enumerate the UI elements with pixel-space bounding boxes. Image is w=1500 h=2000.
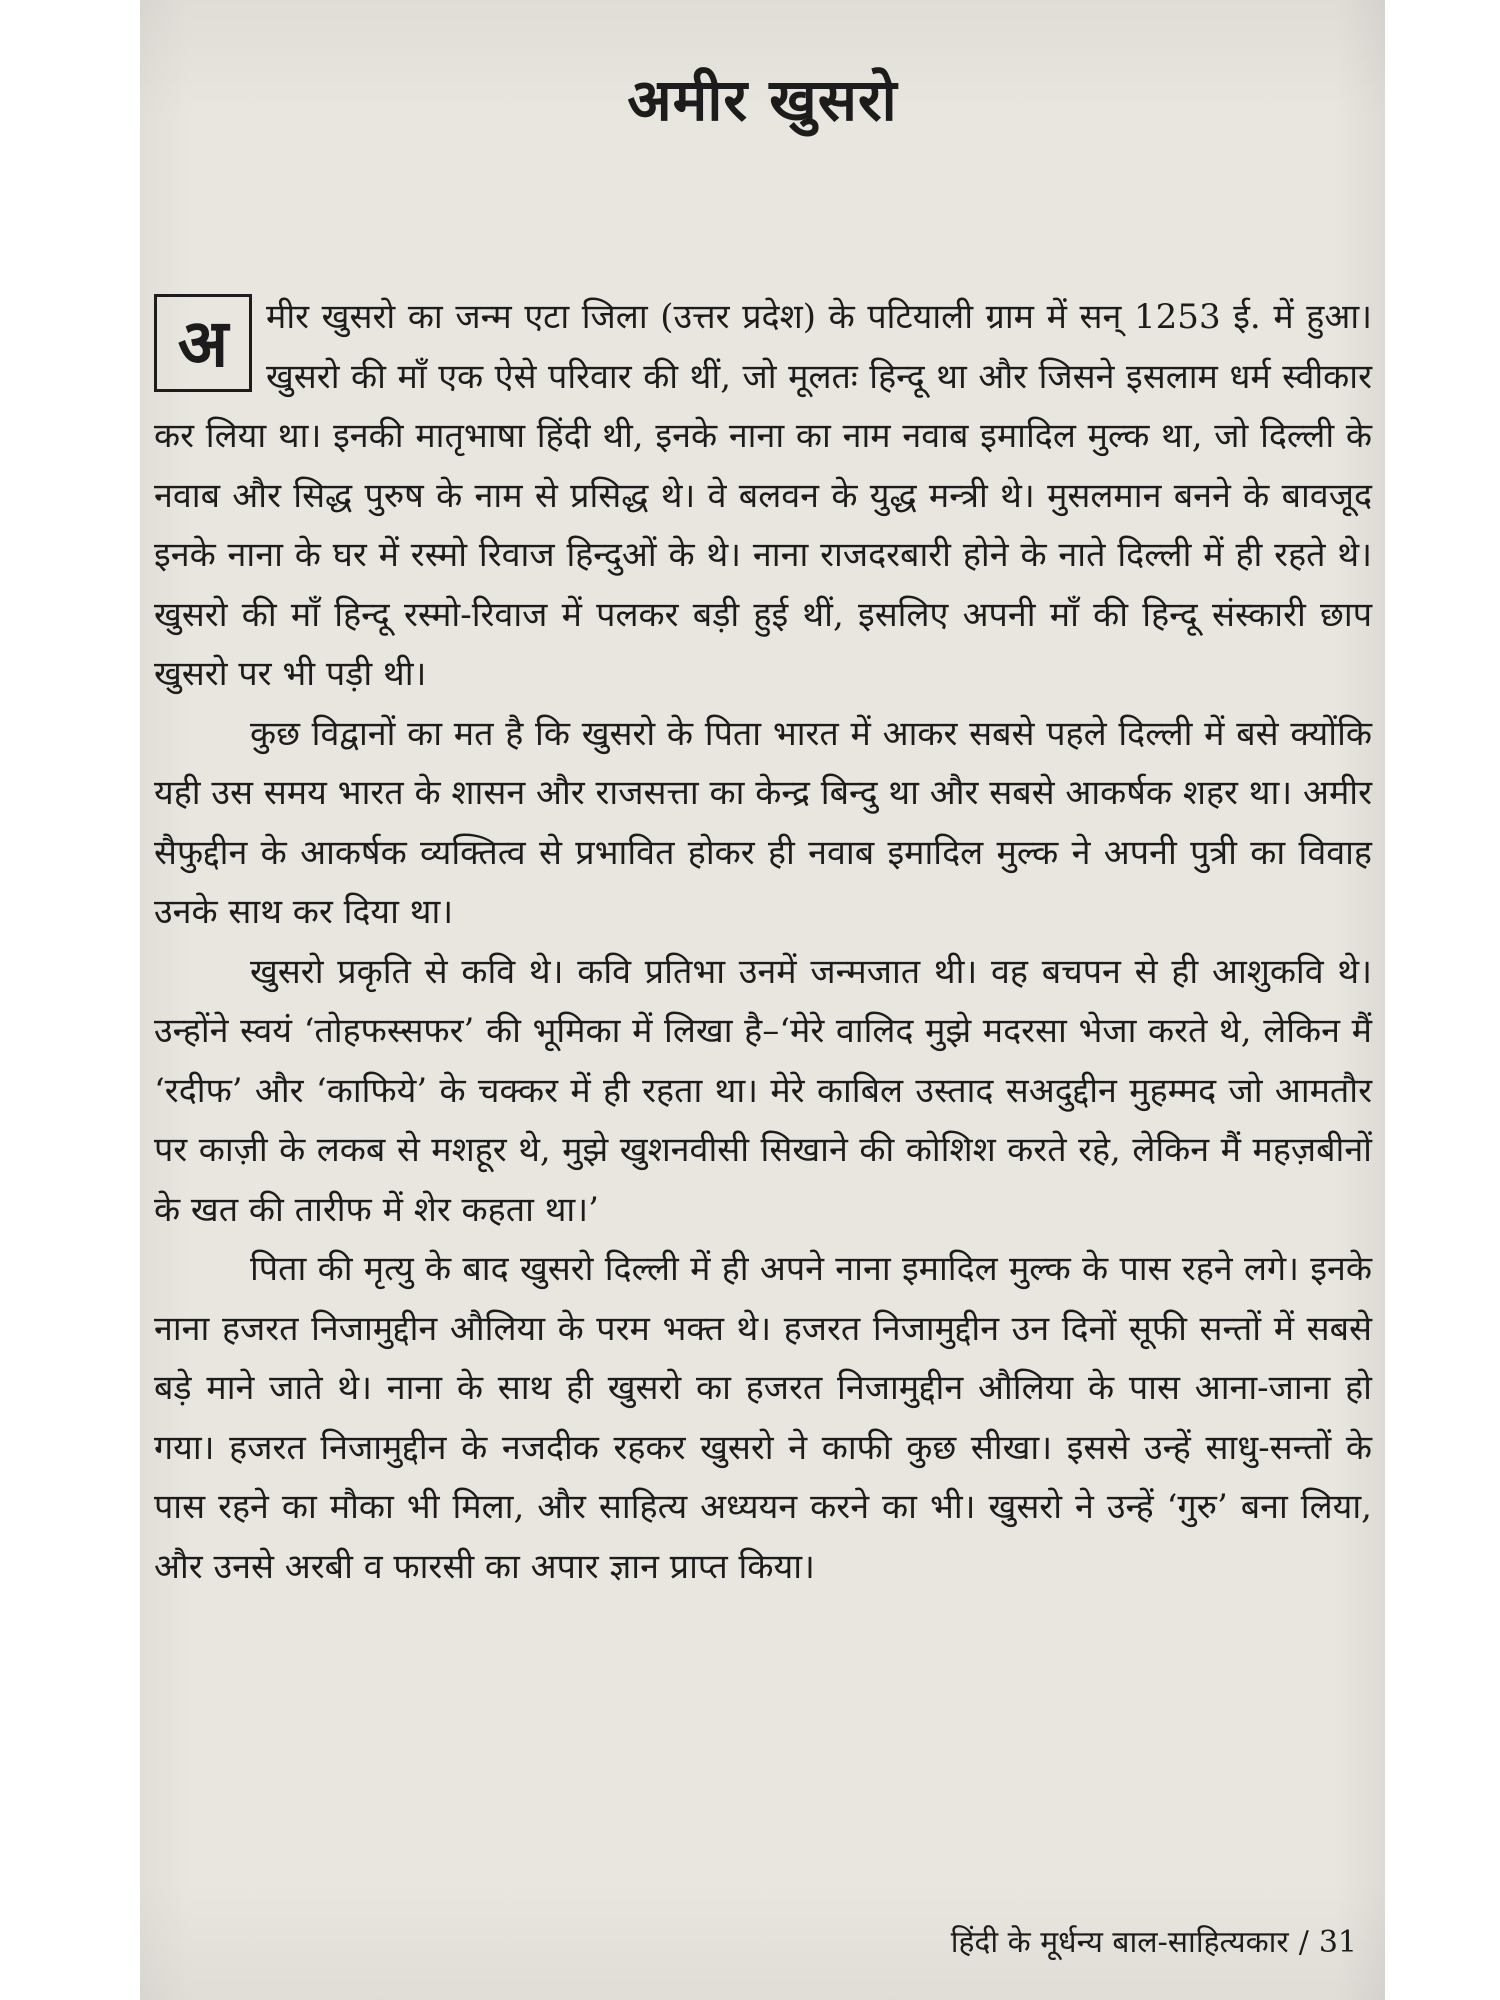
chapter-body xyxy=(154,288,1372,1597)
paragraph-1-text: मीर खुसरो का जन्म एटा जिला (उत्तर प्रदेश) के पटियाली ग्राम में सन् 1253 ई. में हुआ। खुसरो की माँ एक ऐसे परिवार की थीं, जो मूलतः हिन्दू था और जिसने इसलाम धर्म स्वीकार कर लिया था। इनकी मातृभाषा हिंदी थी, इनके नाना का नाम नवाब इमादिल मुल्क था, जो दिल्ली के नवाब और सिद्ध पुरुष के नाम से प्रसिद्ध थे। वे बलवन के युद्ध मन्त्री थे। मुसलमान बनने के बावजूद इनके नाना के घर में रस्मो रिवाज हिन्दुओं के थे। नाना राजदरबारी होने के नाते दिल्ली में ही रहते थे। खुसरो की माँ हिन्दू रस्मो-रिवाज में पलकर बड़ी हुई थीं, इसलिए अपनी माँ की हिन्दू संस्कारी छाप खुसरो पर भी पड़ी थी। xyxy=(154,297,1372,694)
chapter-title: अमीर खुसरो xyxy=(627,66,898,134)
page-footer xyxy=(951,1920,1357,1961)
paragraph-1 xyxy=(154,288,1372,705)
paragraph-2: कुछ विद्वानों का मत है कि खुसरो के पिता भारत में आकर सबसे पहले दिल्ली में बसे क्योंकि यही उस समय भारत के शासन और राजसत्ता का केन्द्र बिन्दु था और सबसे आकर्षक शहर था। अमीर सैफुद्दीन के आकर्षक व्यक्तित्व से प्रभावित होकर ही नवाब इमादिल मुल्क ने अपनी पुत्री का विवाह उनके साथ कर दिया था। xyxy=(154,713,1372,932)
footer-separator: / xyxy=(1298,1925,1309,1960)
book-page xyxy=(140,0,1385,2000)
paragraph-3: खुसरो प्रकृति से कवि थे। कवि प्रतिभा उनमें जन्मजात थी। वह बचपन से ही आशुकवि थे। उन्होंने स्वयं ‘तोहफस्सफर’ की भूमिका में लिखा है–‘मेरे वालिद मुझे मदरसा भेजा करते थे, लेकिन मैं ‘रदीफ’ और ‘काफिये’ के चक्कर में ही रहता था। मेरे काबिल उस्ताद सअदुद्दीन मुहम्मद जो आमतौर पर काज़ी के लकब से मशहूर थे, मुझे खुशनवीसी सिखाने की कोशिश करते रहे, लेकिन मैं महज़बीनों के खत की तारीफ में शेर कहता था।’ xyxy=(154,951,1372,1230)
page-number: 31 xyxy=(1318,1925,1357,1960)
paragraph-4: पिता की मृत्यु के बाद खुसरो दिल्ली में ही अपने नाना इमादिल मुल्क के पास रहने लगे। इनके नाना हजरत निजामुद्दीन औलिया के परम भक्त थे। हजरत निजामुद्दीन उन दिनों सूफी सन्तों में सबसे बड़े माने जाते थे। नाना के साथ ही खुसरो का हजरत निजामुद्दीन औलिया के पास आना-जाना हो गया। हजरत निजामुद्दीन के नजदीक रहकर खुसरो ने काफी कुछ सीखा। इससे उन्हें साधु-सन्तों के पास रहने का मौका भी मिला, और साहित्य अध्ययन करने का भी। खुसरो ने उन्हें ‘गुरु’ बना लिया, और उनसे अरबी व फारसी का अपार ज्ञान प्राप्त किया। xyxy=(154,1249,1372,1587)
drop-cap: अ xyxy=(154,294,252,392)
footer-book-title: हिंदी के मूर्धन्य बाल-साहित्यकार xyxy=(950,1925,1289,1960)
